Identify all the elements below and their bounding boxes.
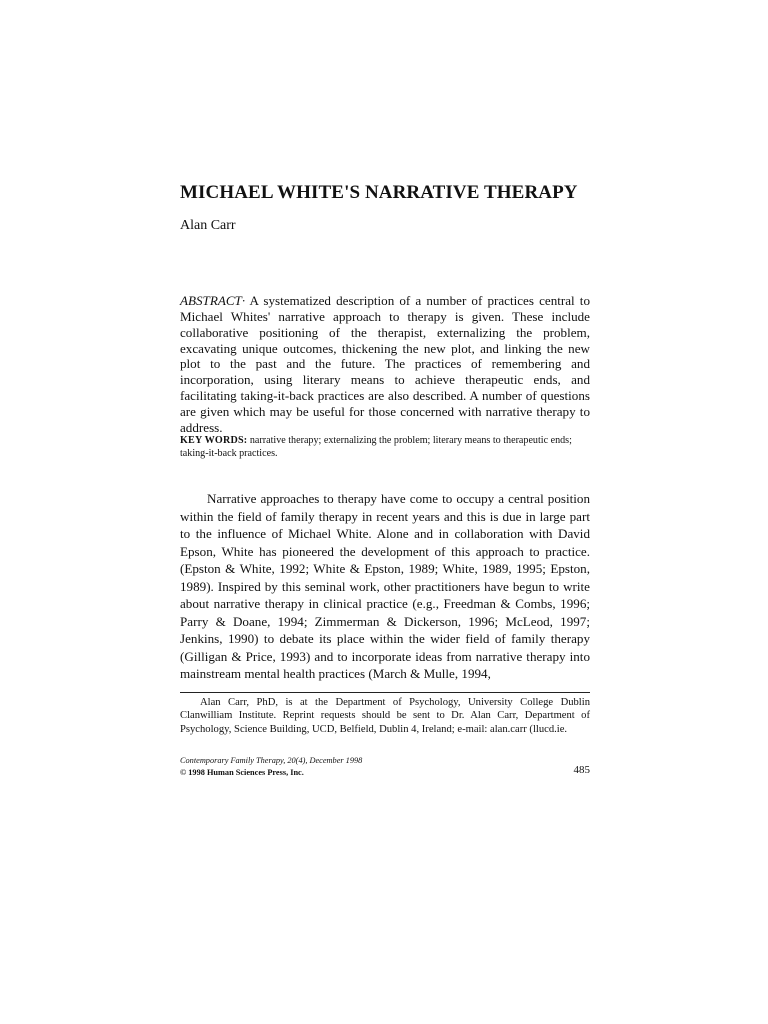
author-footnote: Alan Carr, PhD, is at the Department of Psychology, University College Dublin Clanwilliam Institute. Reprint requests should be sent to Dr. Alan Carr, Department of Psychology, Science Building, UCD, Belfield, Dublin 4, Ireland; e-mail: alan.carr (llucd.ie. xyxy=(180,697,590,735)
body-paragraph: Narrative approaches to therapy have come to occupy a central position within the field of family therapy in recent years and this is due in large part to the influence of Michael White. Alone and in collaboration with David Epson, White has pioneered the development of this approach to practice. (Epston & White, 1992; White & Epston, 1989; White, 1989, 1995; Epston, 1989). Inspired by this seminal work, other practitioners have begun to write about narrative therapy in clinical practice (e.g., Freedman & Combs, 1996; Parry & Doane, 1994; Zimmerman & Dickerson, 1996; McLeod, 1997; Jenkins, 1990) to debate its place within the wider field of family therapy (Gilligan & Price, 1993) and to incorporate ideas from narrative therapy into mainstream mental health practices (March & Mulle, 1994, xyxy=(180,491,590,681)
journal-citation: Contemporary Family Therapy, 20(4), December 1998 xyxy=(180,756,363,765)
author-name: Alan Carr xyxy=(180,218,236,233)
keywords-paragraph xyxy=(180,434,590,460)
keywords-label: KEY WORDS: xyxy=(180,435,248,446)
paper-page xyxy=(180,0,590,1024)
abstract-label: ABSTRACT· xyxy=(180,293,246,308)
abstract-paragraph xyxy=(180,293,590,436)
copyright-notice: © 1998 Human Sciences Press, Inc. xyxy=(180,768,304,777)
abstract-text: A systematized description of a number of practices central to Michael Whites' narrative approach to therapy is given. These include collaborative positioning of the therapist, externalizing the problem, excavating unique outcomes, thickening the new plot, and linking the new plot to the past and the future. The practices of remembering and incorporation, using literary means to achieve therapeutic ends, and facilitating taking-it-back practices are also described. A number of questions are given which may be useful for those concerned with narrative therapy to address. xyxy=(180,293,590,435)
keywords-text: narrative therapy; externalizing the problem; literary means to therapeutic ends; taking-it-back practices. xyxy=(180,435,572,459)
page-number: 485 xyxy=(573,764,590,776)
article-title: MICHAEL WHITE'S NARRATIVE THERAPY xyxy=(180,182,578,203)
footnote-divider xyxy=(180,692,590,693)
